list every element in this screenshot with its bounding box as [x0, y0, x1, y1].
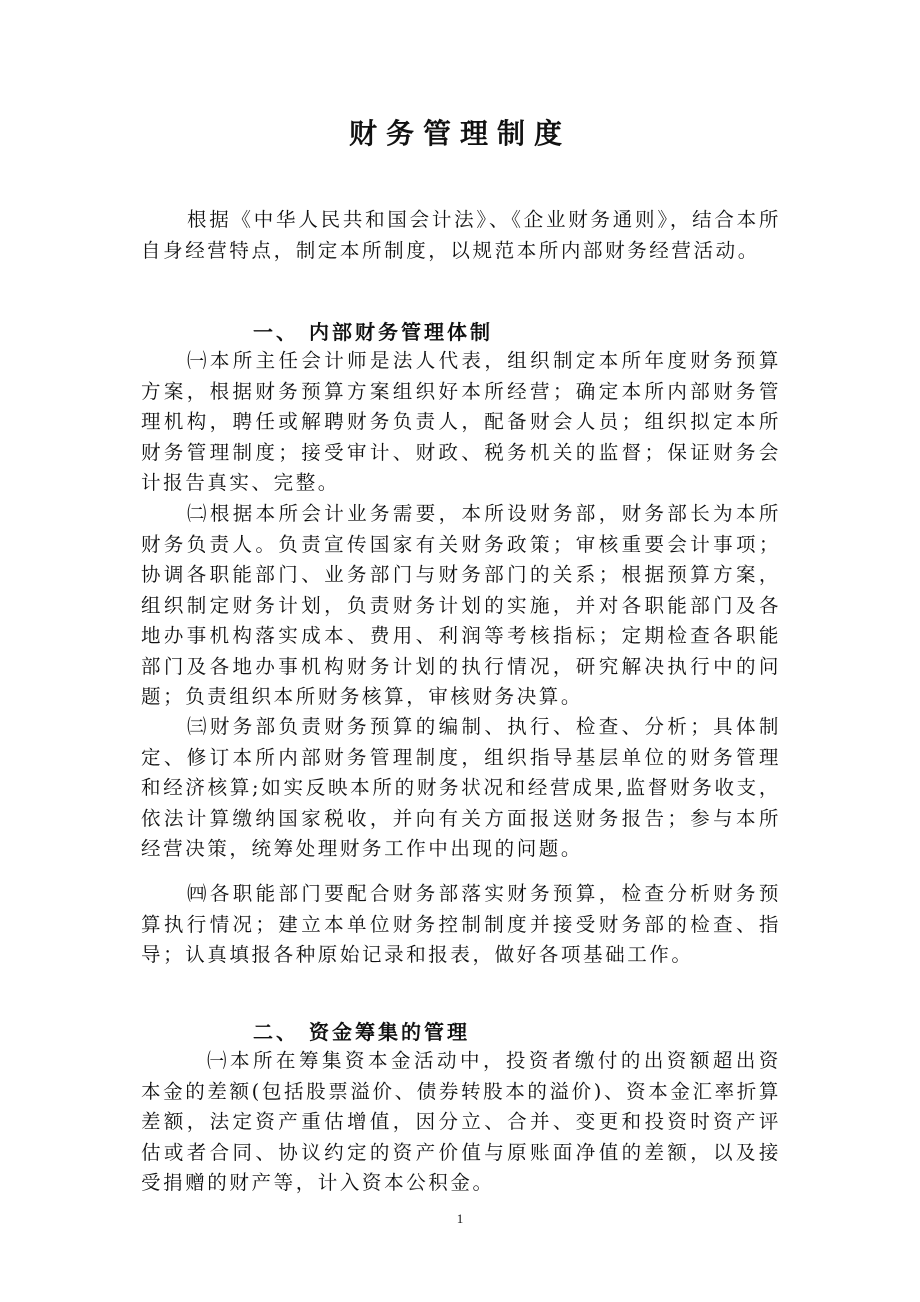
page-number: 1 [456, 1211, 464, 1226]
document-title: 财务管理制度 [348, 117, 571, 150]
intro-paragraph: 根据《中华人民共和国会计法》、《企业财务通则》，结合本所自身经营特点，制定本所制度，以规范本所内部财务经营活动。 [141, 208, 781, 262]
body-paragraph: ㈣各职能部门要配合财务部落实财务预算，检查分析财务预算执行情况；建立本单位财务控制制度并接受财务部的检查、指导；认真填报各种原始记录和报表，做好各项基础工作。 [141, 882, 781, 966]
body-paragraph: ㈠本所在筹集资本金活动中，投资者缴付的出资额超出资本金的差额(包括股票溢价、债券转股本的溢价)、资本金汇率折算差额，法定资产重估增值，因分立、合并、变更和投资时资产评估或者合同、协议约定的资产价值与原账面净值的差额，以及接受捐赠的财产等，计入资本公积金。 [141, 1049, 781, 1194]
body-paragraph: ㈡根据本所会计业务需要，本所设财务部，财务部长为本所财务负责人。负责宣传国家有关财务政策；审核重要会计事项；协调各职能部门、业务部门与财务部门的关系；根据预算方案，组织制定财务计划，负责财务计划的实施，并对各职能部门及各地办事机构落实成本、费用、利润等考核指标；定期检查各职能部门及各地办事机构财务计划的执行情况，研究解决执行中的问题；负责组织本所财务核算，审核财务决算。 [141, 502, 781, 708]
body-paragraph: ㈠本所主任会计师是法人代表，组织制定本所年度财务预算方案，根据财务预算方案组织好本所经营；确定本所内部财务管理机构，聘任或解聘财务负责人，配备财会人员；组织拟定本所财务管理制度；接受审计、财政、税务机关的监督；保证财务会计报告真实、完整。 [141, 349, 781, 494]
section-heading: 二、 资金筹集的管理 [253, 1020, 470, 1044]
section-heading: 一、 内部财务管理体制 [253, 320, 493, 344]
body-paragraph: ㈢财务部负责财务预算的编制、执行、检查、分析；具体制定、修订本所内部财务管理制度，组织指导基层单位的财务管理和经济核算;如实反映本所的财务状况和经营成果,监督财务收支，依法计算缴纳国家税收，并向有关方面报送财务报告；参与本所经营决策，统筹处理财务工作中出现的问题。 [141, 715, 781, 860]
